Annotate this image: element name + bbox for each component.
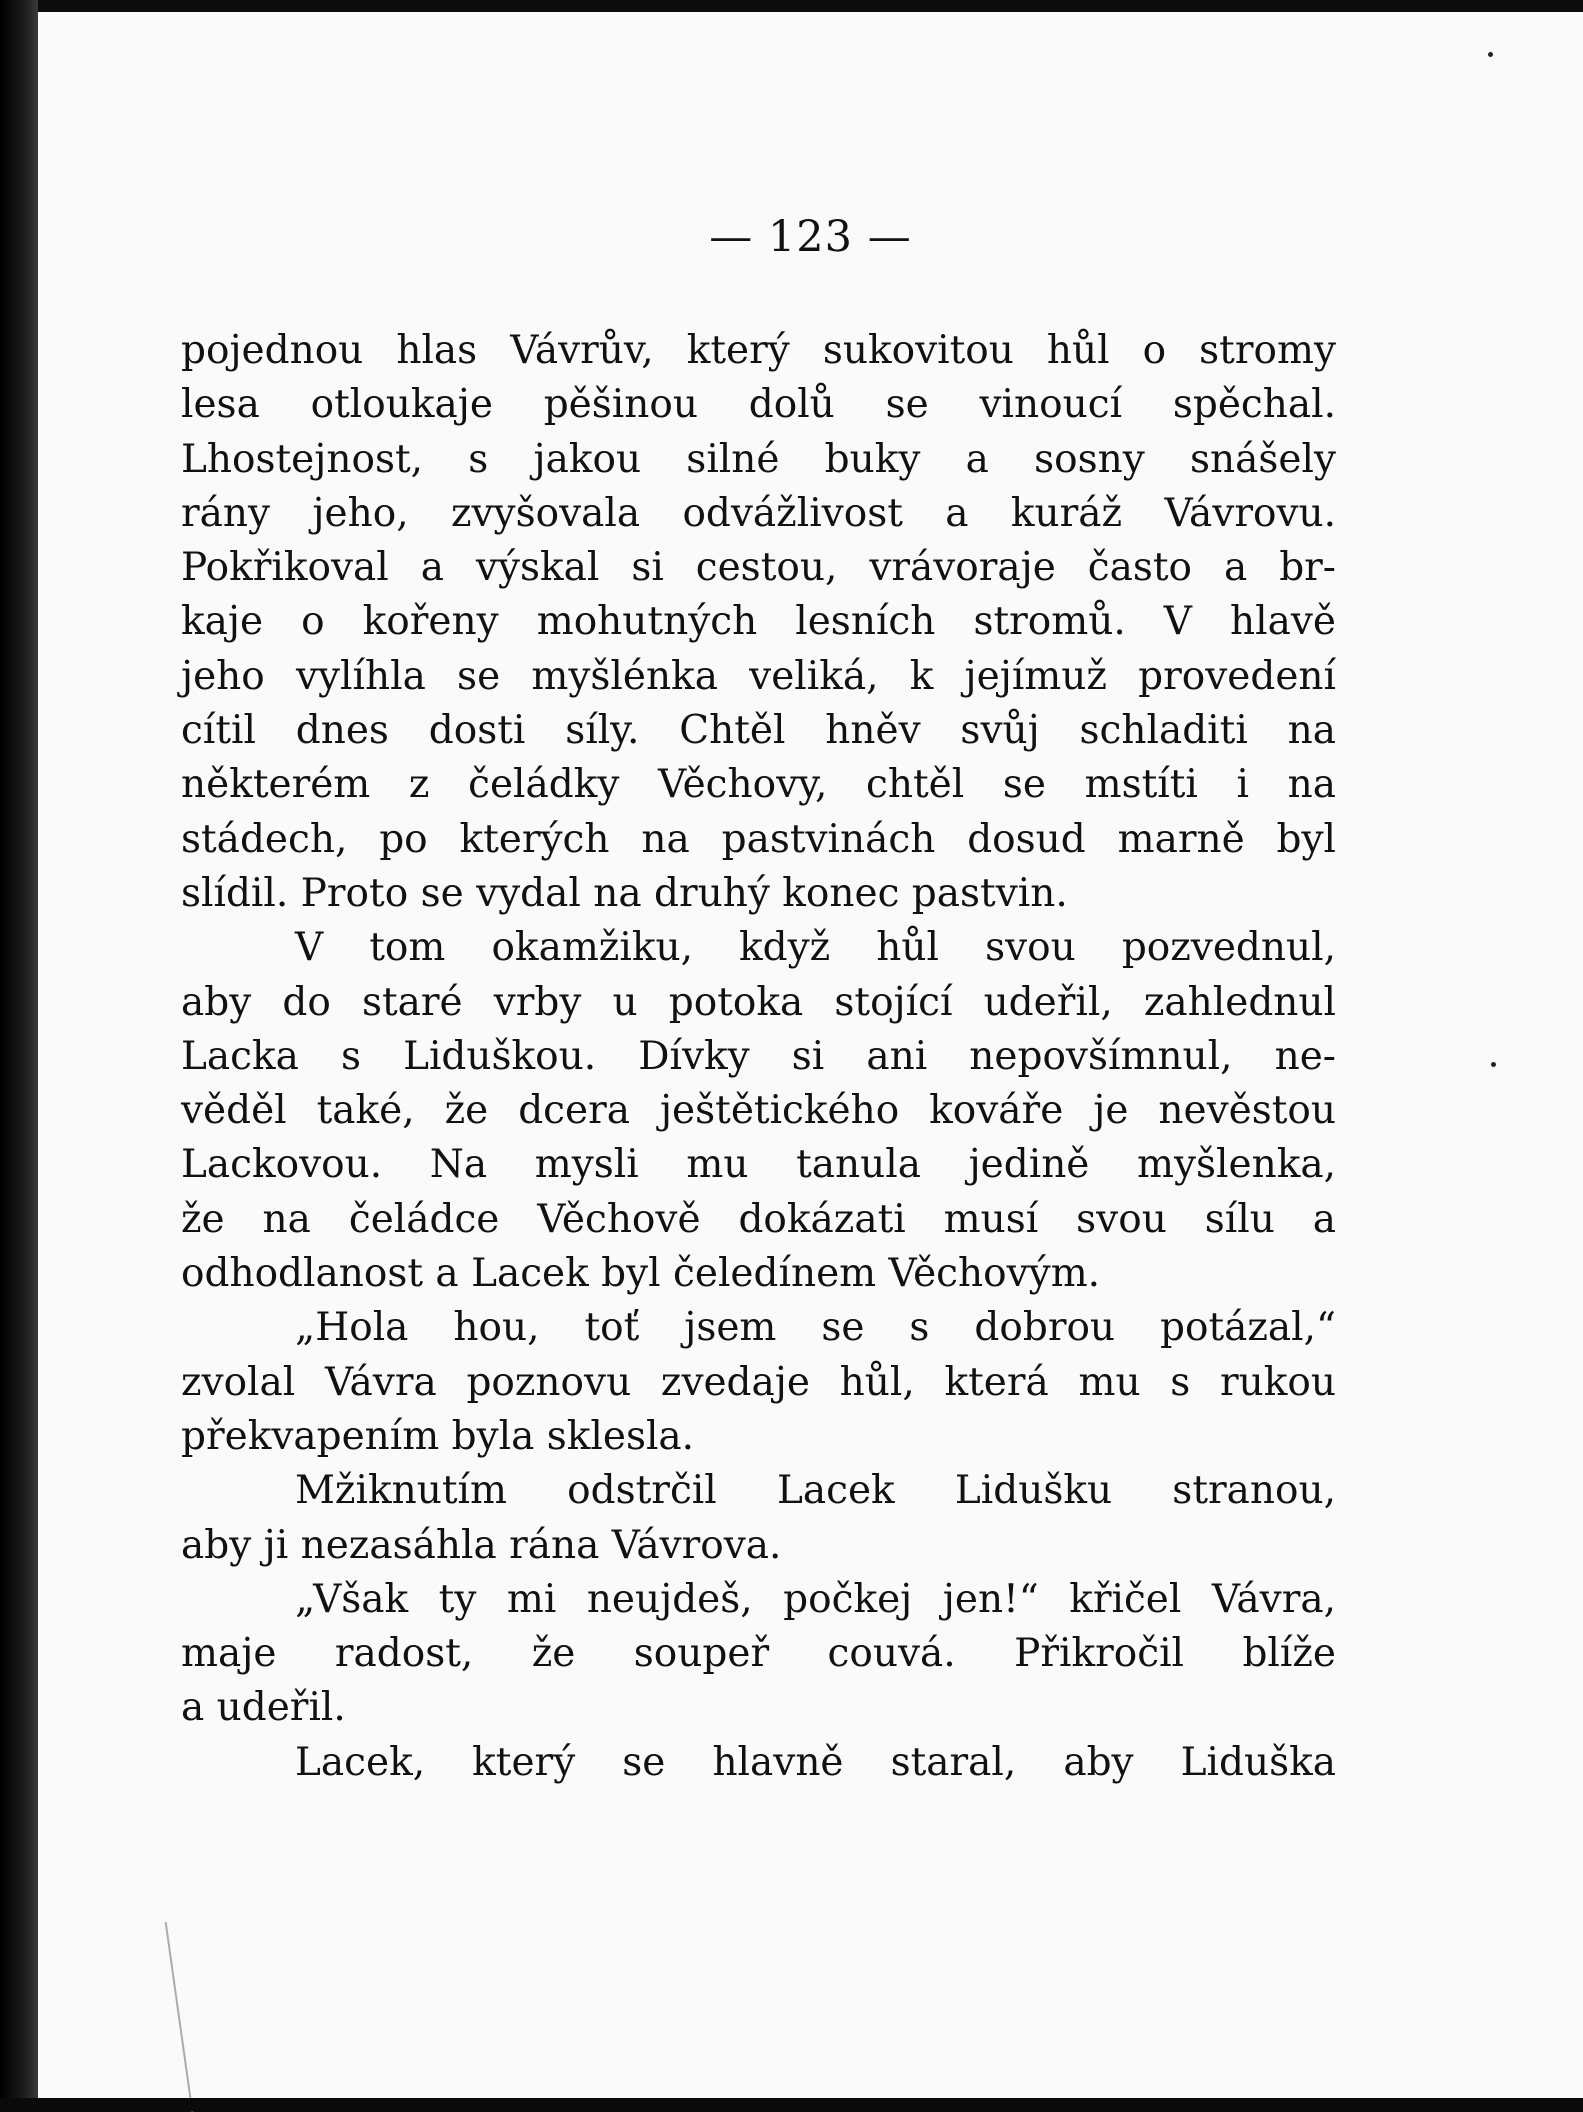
scan-speck: [1488, 52, 1493, 57]
text-line: Lhostejnost, s jakou silné buky a sosny snášely: [181, 436, 1336, 482]
text-line: překvapením byla sklesla.: [181, 1413, 695, 1459]
scan-bottom-edge: [0, 2098, 1583, 2111]
text-line: rány jeho, zvyšovala odvážlivost a kuráž Vávrovu.: [181, 490, 1336, 536]
text-line: V tom okamžiku, když hůl svou pozvednul,: [295, 925, 1336, 971]
text-line: Pokřikoval a výskal si cestou, vrávoraje často a br-: [181, 545, 1336, 591]
text-line: Mžiknutím odstrčil Lacek Lidušku stranou,: [295, 1468, 1336, 1514]
text-line: cítil dnes dosti síly. Chtěl hněv svůj schladiti na: [181, 708, 1336, 754]
text-line: pojednou hlas Vávrův, který sukovitou hůl o stromy: [181, 328, 1336, 373]
text-line: jeho vylíhla se myšlénka veliká, k jejímuž provedení: [181, 653, 1336, 699]
scan-scratch: [165, 1922, 224, 2112]
text-line: stádech, po kterých na pastvinách dosud marně byl: [181, 816, 1336, 862]
text-line: Lackovou. Na mysli mu tanula jedině myšlenka,: [181, 1142, 1336, 1188]
text-line: „Hola hou, toť jsem se s dobrou potázal,“: [295, 1305, 1336, 1351]
text-line: Lacka s Liduškou. Dívky si ani nepovšímnul, ne-: [181, 1033, 1336, 1079]
text-line: zvolal Vávra poznovu zvedaje hůl, která mu s rukou: [181, 1359, 1336, 1405]
text-line: aby do staré vrby u potoka stojící udeřil, zahlednul: [181, 979, 1336, 1025]
text-line: a udeřil.: [181, 1685, 346, 1731]
text-line: kaje o kořeny mohutných lesních stromů. V hlavě: [181, 599, 1336, 645]
book-page: [38, 12, 1583, 2098]
text-line: „Však ty mi neujdeš, počkej jen!“ křičel Vávra,: [295, 1576, 1336, 1622]
scan-speck: [1491, 1062, 1496, 1067]
page-number: — 123 —: [709, 212, 912, 262]
text-line: lesa otloukaje pěšinou dolů se vinoucí spěchal.: [181, 382, 1336, 428]
text-line: aby ji nezasáhla rána Vávrova.: [181, 1522, 782, 1568]
text-line: odhodlanost a Lacek byl čeledínem Věchovým.: [181, 1251, 1101, 1297]
text-line: Lacek, který se hlavně staral, aby Liduška: [295, 1739, 1336, 1785]
text-line: věděl také, že dcera ještětického kováře je nevěstou: [181, 1088, 1336, 1134]
text-line: maje radost, že soupeř couvá. Přikročil blíže: [181, 1631, 1336, 1677]
text-line: slídil. Proto se vydal na druhý konec pastvin.: [181, 870, 1068, 916]
text-line: některém z čeládky Věchovy, chtěl se mstíti i na: [181, 762, 1336, 808]
text-line: že na čeládce Věchově dokázati musí svou sílu a: [181, 1196, 1336, 1242]
scan-left-edge: [0, 0, 38, 2111]
body-text: [181, 324, 1336, 1790]
